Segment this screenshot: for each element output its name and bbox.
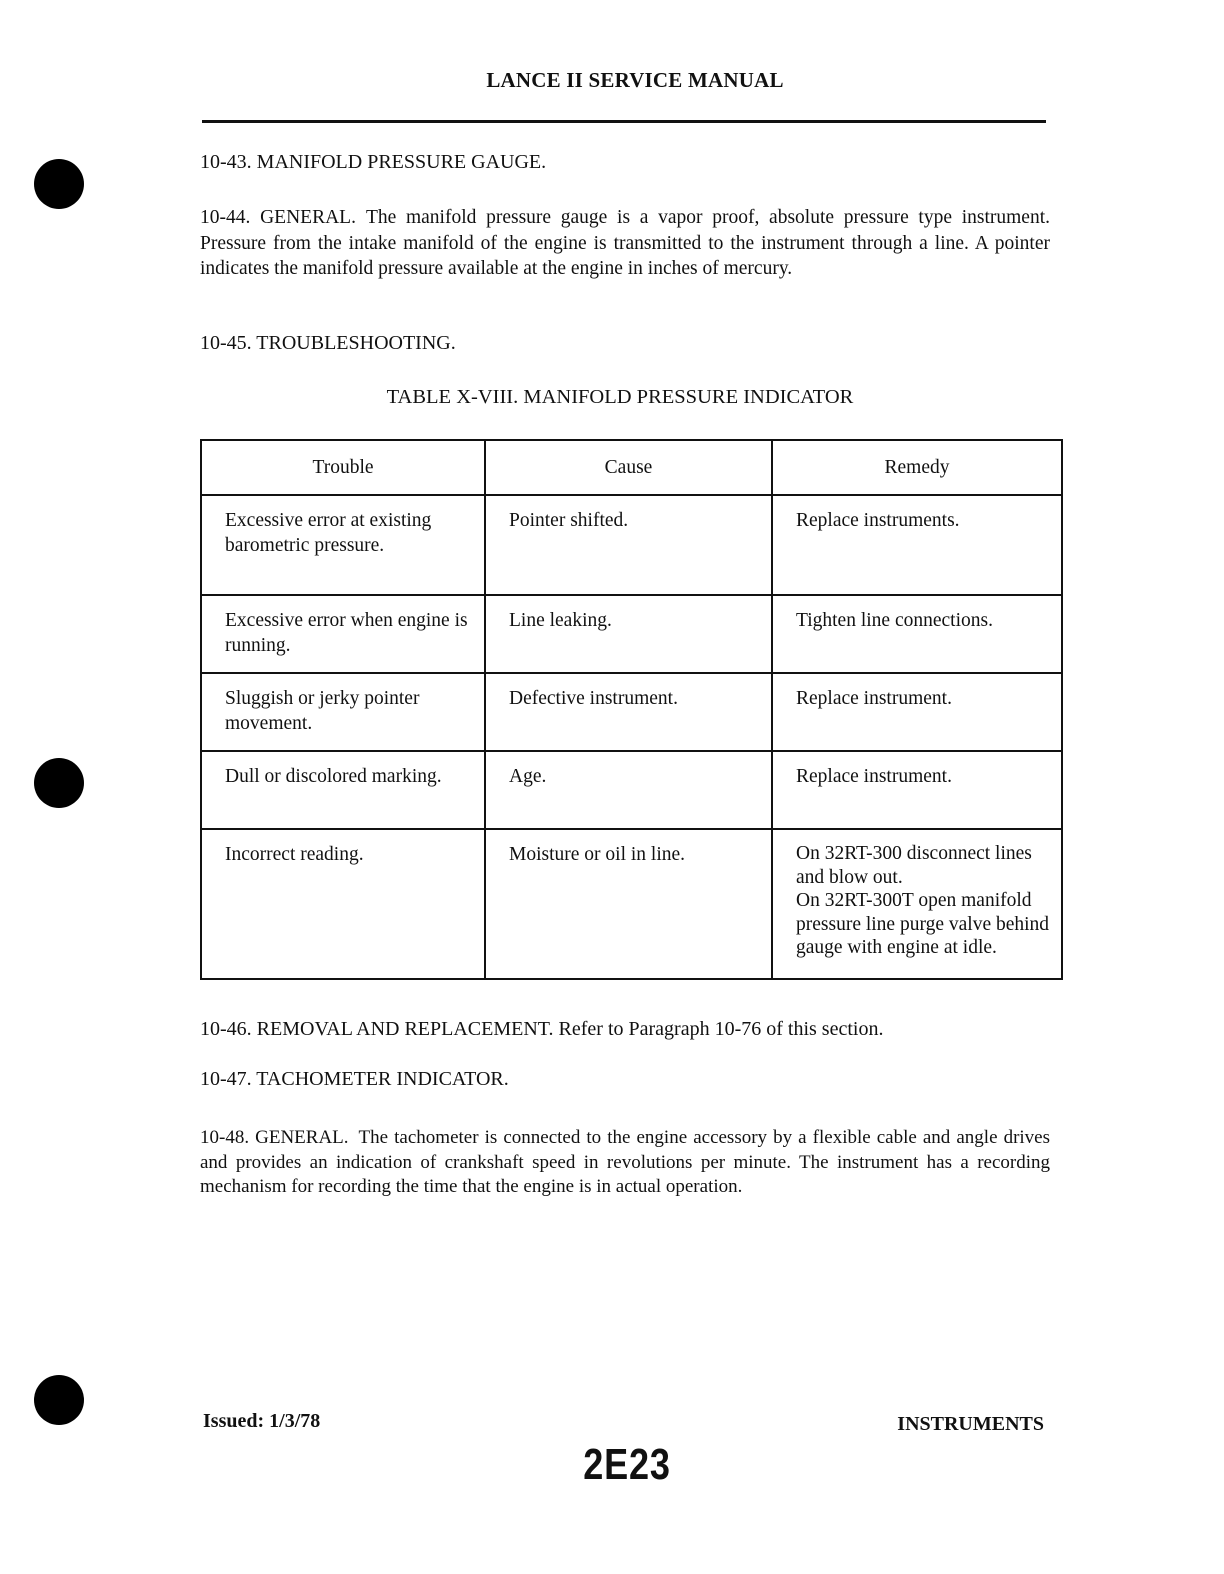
cause-cell: Moisture or oil in line. xyxy=(485,829,772,979)
table-row xyxy=(201,595,1062,673)
manual-title: LANCE II SERVICE MANUAL xyxy=(486,68,784,92)
table-title: TABLE X-VIII. MANIFOLD PRESSURE INDICATOR xyxy=(386,386,854,408)
remedy-cell: Replace instrument. xyxy=(772,751,1062,829)
cause-cell: Age. xyxy=(485,751,772,829)
issued-date: Issued: 1/3/78 xyxy=(203,1410,321,1432)
section-heading-10-46: 10-46. REMOVAL AND REPLACEMENT. Refer to Paragraph 10-76 of this section. xyxy=(200,1018,884,1040)
remedy-line: On 32RT-300T open manifold pressure line purge valve behind gauge with engine at idle. xyxy=(796,890,1050,958)
page-code: 2E23 xyxy=(583,1440,671,1489)
paragraph-number: 10-44. GENERAL. xyxy=(200,207,356,228)
cause-cell: Pointer shifted. xyxy=(485,495,772,595)
trouble-cell: Excessive error when engine is running. xyxy=(201,595,485,673)
section-heading-10-43: 10-43. MANIFOLD PRESSURE GAUGE. xyxy=(200,151,547,173)
column-header-trouble: Trouble xyxy=(201,440,485,495)
table-row xyxy=(201,673,1062,751)
remedy-line: On 32RT-300 disconnect lines and blow out. xyxy=(796,843,1032,888)
header-rule xyxy=(202,120,1046,123)
section-name: INSTRUMENTS xyxy=(897,1413,1044,1435)
remedy-cell xyxy=(772,829,1062,979)
column-header-remedy: Remedy xyxy=(772,440,1062,495)
trouble-cell: Incorrect reading. xyxy=(201,829,485,979)
binder-hole xyxy=(34,1375,84,1425)
table-header-row xyxy=(201,440,1062,495)
trouble-cell: Excessive error at existing barometric pressure. xyxy=(201,495,485,595)
paragraph-number: 10-48. GENERAL. xyxy=(200,1127,349,1148)
binder-hole xyxy=(34,159,84,209)
paragraph-10-48 xyxy=(200,1126,1050,1200)
troubleshooting-table xyxy=(200,439,1063,980)
section-heading-10-47: 10-47. TACHOMETER INDICATOR. xyxy=(200,1068,509,1090)
cause-cell: Defective instrument. xyxy=(485,673,772,751)
paragraph-10-44 xyxy=(200,205,1050,282)
column-header-cause: Cause xyxy=(485,440,772,495)
paragraph-text: The tachometer is connected to the engine accessory by a flexible cable and angle drives and provides an indication of crankshaft speed in revolutions per minute. The instrument has a recording mechanism for recording the time that the engine is in actual operation. xyxy=(200,1127,1051,1197)
binder-hole xyxy=(34,758,84,808)
cause-cell: Line leaking. xyxy=(485,595,772,673)
paragraph-text: The manifold pressure gauge is a vapor proof, absolute pressure type instrument. Pressure from the intake manifold of the engine is transmitted to the instrument through a line. A pointer indicates the manifold pressure available at the engine in inches of mercury. xyxy=(200,207,1050,279)
table-row xyxy=(201,751,1062,829)
table-row xyxy=(201,829,1062,979)
remedy-cell: Replace instrument. xyxy=(772,673,1062,751)
trouble-cell: Dull or discolored marking. xyxy=(201,751,485,829)
remedy-cell: Replace instruments. xyxy=(772,495,1062,595)
section-heading-10-45: 10-45. TROUBLESHOOTING. xyxy=(200,332,456,354)
trouble-cell: Sluggish or jerky pointer movement. xyxy=(201,673,485,751)
table-row xyxy=(201,495,1062,595)
remedy-cell: Tighten line connections. xyxy=(772,595,1062,673)
